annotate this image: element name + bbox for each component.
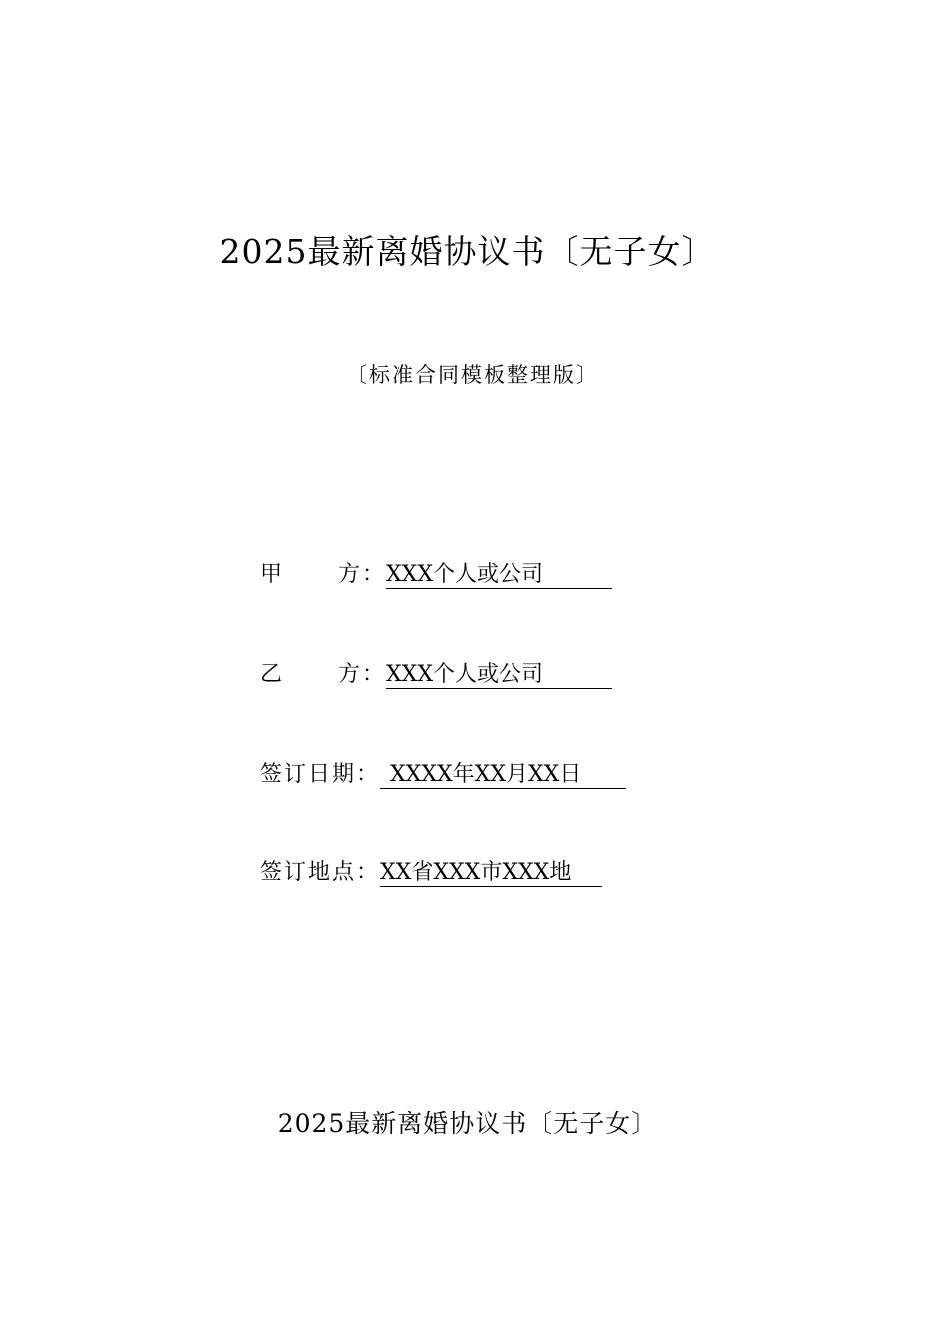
sign-date-label: 签订日期： xyxy=(260,762,381,787)
sign-place-value: XX省XXX市XXX地 xyxy=(380,860,602,887)
party-a-label xyxy=(260,560,386,590)
party-b-label-last: 方： xyxy=(338,662,387,687)
party-b-field xyxy=(260,660,612,690)
sign-place-field xyxy=(260,858,602,888)
party-b-value: XXX个人或公司 xyxy=(386,662,612,689)
sign-date-field xyxy=(260,760,626,790)
sign-place-label: 签订地点： xyxy=(260,860,381,885)
party-a-field xyxy=(260,560,612,590)
sign-date-value: XXXX年XX月XX日 xyxy=(380,762,626,789)
party-a-label-last: 方： xyxy=(338,562,387,587)
document-title: 2025最新离婚协议书〔无子女〕 xyxy=(219,232,716,271)
party-a-label-first: 甲 xyxy=(260,562,285,587)
party-a-value: XXX个人或公司 xyxy=(386,562,612,589)
party-b-label-first: 乙 xyxy=(260,662,285,687)
document-subtitle: 〔标准合同模板整理版〕 xyxy=(346,363,599,387)
footer-title: 2025最新离婚协议书〔无子女〕 xyxy=(277,1109,658,1138)
party-b-label xyxy=(260,660,386,690)
